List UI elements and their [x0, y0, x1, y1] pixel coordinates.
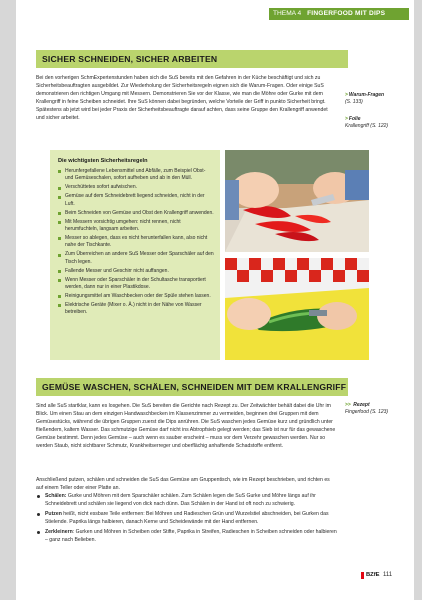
step-term: Putzen [45, 511, 62, 518]
safety-rule: Beim Schneiden von Gemüse und Obst den Krallengriff anwenden. [58, 210, 214, 217]
section-heading-washing: GEMÜSE WASCHEN, SCHÄLEN, SCHNEIDEN MIT DEM KRALLENGRIFF [36, 378, 348, 396]
safety-rule: Wenn Messer oder Sparschäler in der Schultasche transportiert werden, dann nur in einer Plastikdose. [58, 277, 214, 291]
reference-page: Krallengriff (S. 122) [345, 123, 389, 129]
preparation-steps-list [36, 492, 341, 547]
section-washing-paragraph-2: Anschließend putzen, schälen und schneiden die SuS das Gemüse am Gruppentisch, wie im Rezept beschrieben, und richten es auf einem Teller oder einer Platte an. [36, 477, 330, 492]
list-item [36, 492, 341, 508]
side-reference-rezept [345, 402, 405, 416]
section-heading-safety: SICHER SCHNEIDEN, SICHER ARBEITEN [36, 50, 348, 68]
page-number: 111 [383, 572, 393, 578]
list-item [36, 510, 341, 526]
safety-rule: Mit Messern vorsichtig umgehen: nicht rennen, nicht herumfuchteln, langsam arbeiten. [58, 219, 214, 233]
arrow-icon: >> [345, 402, 351, 408]
safety-rules-box [50, 150, 220, 360]
arrow-icon: > [345, 92, 348, 98]
safety-rule: Verschüttetes sofort aufwischen. [58, 184, 214, 191]
safety-rules-title: Die wichtigsten Sicherheitsregeln [58, 158, 148, 164]
side-reference-warum-fragen [345, 92, 405, 106]
step-text: Gurke und Möhren mit dem Sparschäler schälen. Zum Schälen legen die SuS Gurke und Möhre längs auf ihr Schneidebrett und schälen sie liegend von dick nach dünn. Das Schälen in der Hand ist oft noch zu schwierig. [45, 493, 316, 508]
safety-rules-list [58, 168, 214, 317]
safety-rule: Zum Überreichen an andere SuS Messer oder Sparschäler auf den Tisch legen. [58, 251, 214, 265]
photo-peeling-cucumber [225, 258, 369, 360]
reference-title: Warum-Fragen [348, 92, 385, 98]
safety-rule: Reinigungsmittel am Waschbecken oder der Spüle stehen lassen. [58, 293, 214, 300]
safety-rule: Fallende Messer und Geschirr nicht auffangen. [58, 268, 214, 275]
step-text: : Gurken und Möhren in Scheiben oder Stifte, Paprika in Streifen, Radieschen in Scheiben schneiden oder halbieren – ganz nach Belieben. [45, 529, 337, 544]
step-text: heißt, nicht essbare Teile entfernen: Bei Möhren und Radieschen Grün und Wurzelstiel abschneiden, bei Gurken das Stielende. Paprika längs halbieren, danach Kerne und Scheidewände mit der Hand entfernen. [45, 511, 329, 526]
chapter-tab [269, 8, 409, 20]
safety-rule: Herunfergefallene Lebensmittel und Abfälle, zum Beispiel Obst- und Gemüseschalen, sofort aufheben und ab in den Müll. [58, 168, 214, 182]
photo-cutting-red-pepper [225, 150, 369, 252]
chapter-label: THEMA 4 [273, 10, 302, 17]
reference-title: Folie [348, 116, 361, 122]
section-washing-paragraph-1: Sind alle SuS startklar, kann es losgehen. Die SuS bereiten die Gerichte nach Rezept zu. Der Zeitwächter behält dabei die Uhr im Blick. Um einen Stau an dem einzigen Handwaschbecken im Klassenzimmer zu vermeiden, beginnen drei Gruppen mit dem Gemüsestücks, während die übrigen Gruppen zuerst die Dips anrühren. Die SuS waschen jedes Gemüse kurz und gründlich unter fließendem, kaltem Wasser. Das schmutzige Gemüse darf nicht ins Abtropfsieb gelegt werden; das Sieb ist nur für das gewaschene Gemüse bestimmt. Denn jedes Gemüse – auch wenn es sauber erscheint – muss vor dem Verzehr gewaschen werden. Nur so werden Staub, nicht sichtbarer Schmutz, Krankheitserreger und oberflächig anhaftende Schadstoffe entfernt. [36, 403, 336, 450]
step-term: Schälen: [45, 493, 67, 499]
reference-title: Rezept [353, 402, 370, 408]
bzfe-logo: BZfE [361, 572, 380, 579]
section-safety-paragraph: Bei den vorherigen SchmExpertenstunden haben sich die SuS bereits mit den Gefahren in der Küche beschäftigt und sich zu Sicherheitsbeauftragten ausgebildet. Zur Wiederholung der Sicherheitsregeln eignen sich die Warum-Fragen. Oder einige SuS demonstrieren den richtigen Umgang mit Messern. Demonstrieren Sie vor der Klasse, wie man die Möhre oder Gurke mit dem Krallengriff in feine Scheiben schneidet. Ihre SuS können dabei begründen, welche Vorteile der Griff in punkto Sicherheit bringt. Spätestens ab jetzt wird bei jeder Praxis der Sicherheitsbeauftragte darauf achten, dass seine Gruppe den Krallengriff anwendet und sicher arbeitet. [36, 75, 328, 122]
side-reference-folie [345, 116, 405, 130]
reference-page: (S. 133) [345, 99, 363, 105]
reference-page: Fingerfood (S. 123) [345, 409, 389, 415]
safety-rule: Messer so ablegen, dass es nicht herunterfallen kann, also nicht nahe der Tischkante. [58, 235, 214, 249]
arrow-icon: > [345, 116, 348, 122]
list-item [36, 528, 341, 544]
safety-rule: Elektrische Geräte (Mixer o. Ä.) nicht in der Nähe von Wasser betreiben. [58, 302, 214, 316]
safety-rule: Gemüse auf dem Schneidebrett liegend schneiden, nicht in der Luft. [58, 193, 214, 207]
step-term: Zerkleinern [45, 529, 73, 536]
topic-label: FINGERFOOD MIT DIPS [307, 10, 386, 17]
